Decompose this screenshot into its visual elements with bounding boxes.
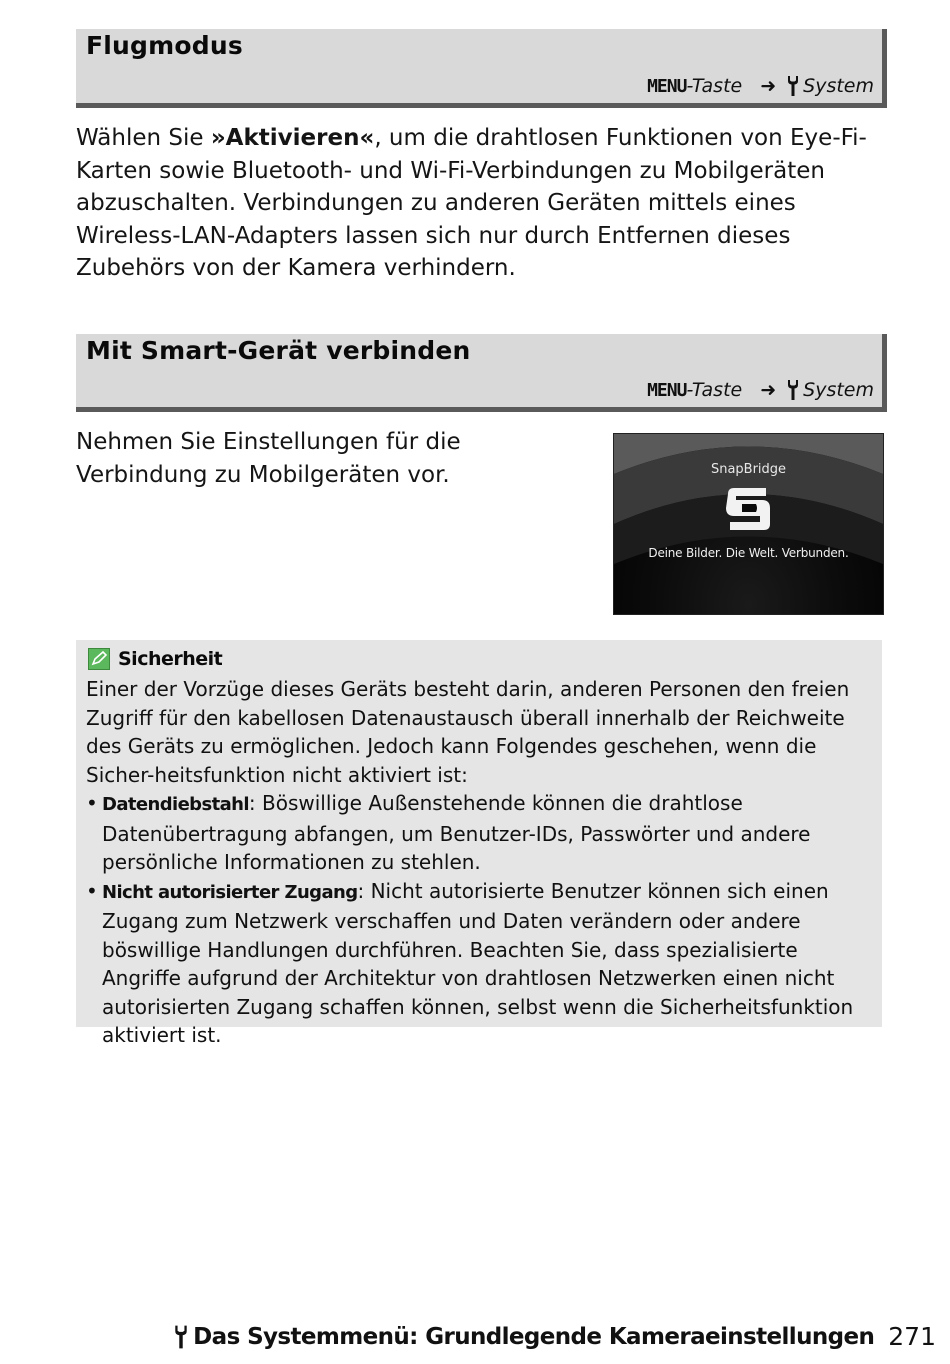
- menu-target: System: [803, 75, 874, 97]
- page-number: 271: [888, 1322, 936, 1351]
- bullet-term: Nicht autorisierter Zugang: [102, 881, 358, 903]
- section-title: Mit Smart-Gerät verbinden: [86, 336, 471, 365]
- bullet-dot: •: [86, 791, 98, 815]
- section-header-flugmodus: [76, 29, 887, 108]
- menu-target: System: [803, 379, 874, 401]
- bullet-text: : Nicht autorisierte Benutzer können sich einen Zugang zum Netzwerk verschaffen und Daten verändern oder andere böswillige Handlungen durchführen. Beachten Sie, dass spezialisierte Angriffe aufgrund der Architektur von drahtlosen Netzwerken einen nicht autorisierten Zugang schaffen können, selbst wenn die Sicherheitsfunktion aktiviert ist.: [102, 878, 854, 1047]
- bullet-dot: •: [86, 878, 98, 903]
- menu-key-suffix: -Taste: [686, 379, 743, 401]
- paragraph-post: , um die drahtlosen Funktionen von Eye-Fi-Karten sowie Bluetooth- und Wi-Fi-Verbindungen zu Mobilgeräten abzuschalten. Verbindungen zu anderen Geräten mittels eines Wireless-LAN-Adapters lassen sich nur durch Entfernen dieses Zubehörs von der Kamera verhindern.: [76, 125, 867, 281]
- page-footer: [173, 1322, 936, 1351]
- app-name: SnapBridge: [710, 462, 787, 477]
- section1-paragraph: [76, 122, 888, 285]
- wrench-icon: [173, 1323, 189, 1351]
- menu-path: [647, 75, 874, 97]
- footer-chapter-title: Das Systemmenü: Grundlegende Kameraeinstellungen: [193, 1323, 875, 1350]
- snapbridge-screen-image: [613, 433, 884, 615]
- list-item: [86, 789, 876, 877]
- list-item: [86, 877, 876, 1050]
- section2-paragraph: Nehmen Sie Einstellungen für die Verbindung zu Mobilgeräten vor.: [76, 429, 461, 488]
- bullet-term: Datendiebstahl: [102, 794, 249, 815]
- note-body: [86, 675, 876, 1050]
- arrow-right-icon: ➜: [760, 75, 777, 97]
- note-title: Sicherheit: [118, 648, 223, 670]
- snapbridge-logo-icon: [722, 486, 774, 532]
- security-note: [76, 640, 882, 1047]
- arrow-right-icon: ➜: [760, 379, 777, 401]
- note-intro: Einer der Vorzüge dieses Geräts besteht darin, anderen Personen den freien Zugriff für den kabellosen Datenaustausch überall innerhalb der Reichweite des Geräts zu ermöglichen. Jedoch kann Folgendes geschehen, wenn die Sicher-heitsfunktion nicht aktiviert ist:: [86, 677, 850, 787]
- wrench-icon: [786, 379, 800, 401]
- menu-key-label: MENU: [647, 75, 687, 97]
- menu-key-label: MENU: [647, 379, 687, 401]
- menu-path: [647, 379, 874, 401]
- paragraph-option: »Aktivieren«: [210, 125, 375, 151]
- pencil-check-icon: [88, 648, 110, 670]
- paragraph-pre: Wählen Sie: [76, 125, 211, 151]
- wrench-icon: [786, 75, 800, 97]
- tagline: Deine Bilder. Die Welt. Verbunden.: [648, 546, 849, 560]
- section-title: Flugmodus: [86, 31, 243, 60]
- bullet-text: : Böswillige Außenstehende können die drahtlose Datenübertragung abfangen, um Benutzer-IDs, Passwörter und andere persönliche Informationen zu stehlen.: [102, 791, 811, 874]
- menu-key-suffix: -Taste: [686, 75, 743, 97]
- section-header-smart-device: [76, 334, 887, 412]
